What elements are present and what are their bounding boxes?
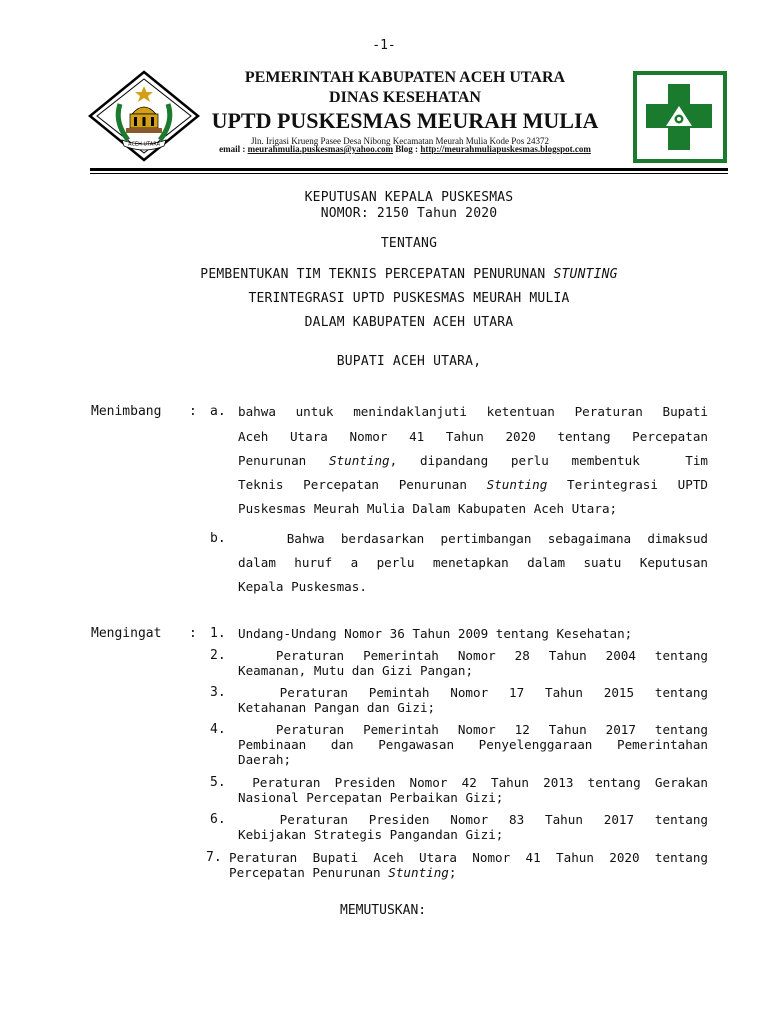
- line-segment: , dipandang perlu membentuk Tim: [389, 453, 708, 468]
- mengingat-line: Peraturan Pemintah Nomor 17 Tahun 2015 tentang: [238, 685, 708, 700]
- subject-line-2: TERINTEGRASI UPTD PUSKESMAS MEURAH MULIA: [248, 291, 570, 306]
- menimbang-marker: a.: [210, 404, 226, 419]
- mengingat-marker: 5.: [210, 775, 226, 790]
- letterhead-divider: [90, 168, 728, 171]
- menimbang-line: Bahwa berdasarkan pertimbangan sebagaimana dimaksud: [238, 531, 708, 546]
- menimbang-marker: b.: [210, 531, 226, 546]
- decree-number: NOMOR: 2150 Tahun 2020: [320, 206, 498, 221]
- menimbang-line: [238, 453, 708, 468]
- mengingat-line: Nasional Percepatan Perbaikan Gizi;: [238, 790, 504, 805]
- memutuskan-heading: MEMUTUSKAN:: [340, 903, 427, 918]
- italic-term: Stunting: [328, 453, 390, 468]
- mengingat-line: Kebijakan Strategis Pangandan Gizi;: [238, 827, 504, 842]
- mengingat-marker: 6.: [210, 812, 226, 827]
- mengingat-line: Keamanan, Mutu dan Gizi Pangan;: [238, 663, 474, 678]
- letterhead-government: PEMERINTAH KABUPATEN ACEH UTARA: [244, 69, 566, 86]
- mengingat-colon: :: [189, 626, 197, 641]
- puskesmas-cross-logo-icon: [632, 70, 728, 164]
- letterhead-department: DINAS KESEHATAN: [329, 89, 481, 106]
- mengingat-label: Mengingat: [91, 626, 162, 641]
- page-number: -1-: [372, 38, 396, 53]
- line-segment: Terintegrasi UPTD: [547, 477, 708, 492]
- mengingat-line: Peraturan Pemerintah Nomor 12 Tahun 2017 tentang: [238, 722, 708, 737]
- tentang-heading: TENTANG: [380, 236, 438, 251]
- subject-line-1: [90, 267, 728, 282]
- menimbang-line: Kepala Puskesmas.: [238, 579, 367, 594]
- mengingat-line: Daerah;: [238, 752, 292, 767]
- blog-label: Blog :: [395, 144, 419, 154]
- line-segment: Penurunan: [238, 453, 329, 468]
- mengingat-marker: 4.: [210, 722, 226, 737]
- decree-title: KEPUTUSAN KEPALA PUSKESMAS: [304, 190, 514, 205]
- mengingat-marker: 3.: [210, 685, 226, 700]
- line-segment: Percepatan Penurunan: [229, 865, 389, 880]
- blog-link[interactable]: http://meurahmuliapuskesmas.blogspot.com: [420, 144, 591, 154]
- mengingat-line: Peraturan Bupati Aceh Utara Nomor 41 Tahun 2020 tentang: [229, 850, 708, 865]
- line-segment: Teknis Percepatan Penurunan: [238, 477, 487, 492]
- email-label: email :: [219, 144, 246, 154]
- mengingat-line: Peraturan Presiden Nomor 42 Tahun 2013 tentang Gerakan: [238, 775, 708, 790]
- menimbang-line: dalam huruf a perlu menetapkan dalam suatu Keputusan: [238, 555, 708, 570]
- mengingat-line: Peraturan Pemerintah Nomor 28 Tahun 2004 tentang: [238, 648, 708, 663]
- letterhead-contact: [185, 144, 625, 154]
- letterhead-divider-thin: [90, 173, 728, 174]
- mengingat-line: Ketahanan Pangan dan Gizi;: [238, 700, 436, 715]
- mengingat-marker: 1.: [210, 626, 226, 641]
- subject-italic: STUNTING: [553, 267, 618, 282]
- line-segment: ;: [448, 865, 457, 880]
- bupati-heading: BUPATI ACEH UTARA,: [336, 354, 482, 369]
- italic-term: Stunting: [486, 477, 548, 492]
- subject-prefix: PEMBENTUKAN TIM TEKNIS PERCEPATAN PENURUNAN: [200, 267, 554, 282]
- mengingat-line: Undang-Undang Nomor 36 Tahun 2009 tentang Kesehatan;: [238, 626, 633, 641]
- menimbang-line: Aceh Utara Nomor 41 Tahun 2020 tentang Percepatan: [238, 429, 708, 444]
- emblem-text: ACEH UTARA: [128, 141, 160, 148]
- mengingat-line: Peraturan Presiden Nomor 83 Tahun 2017 tentang: [238, 812, 708, 827]
- menimbang-line: bahwa untuk menindaklanjuti ketentuan Peraturan Bupati: [238, 404, 708, 419]
- italic-term: Stunting: [388, 865, 449, 880]
- aceh-utara-emblem-icon: [88, 70, 200, 162]
- mengingat-line: Pembinaan dan Pengawasan Penyelenggaraan Pemerintahan: [238, 737, 708, 752]
- letterhead-institution: UPTD PUSKESMAS MEURAH MULIA: [211, 108, 599, 133]
- subject-line-3: DALAM KABUPATEN ACEH UTARA: [304, 315, 514, 330]
- mengingat-line: [229, 865, 708, 880]
- email-link[interactable]: meurahmulia.puskesmas@yahoo.com: [247, 144, 394, 154]
- menimbang-colon: :: [189, 404, 197, 419]
- mengingat-marker: 7.: [206, 850, 222, 865]
- menimbang-line: Puskesmas Meurah Mulia Dalam Kabupaten Aceh Utara;: [238, 501, 618, 516]
- mengingat-marker: 2.: [210, 648, 226, 663]
- menimbang-line: [238, 477, 708, 492]
- letterhead-address: Jln. Irigasi Krueng Pasee Desa Nibong Kecamatan Meurah Mulia Kode Pos 24372: [251, 136, 549, 146]
- menimbang-label: Menimbang: [91, 404, 162, 419]
